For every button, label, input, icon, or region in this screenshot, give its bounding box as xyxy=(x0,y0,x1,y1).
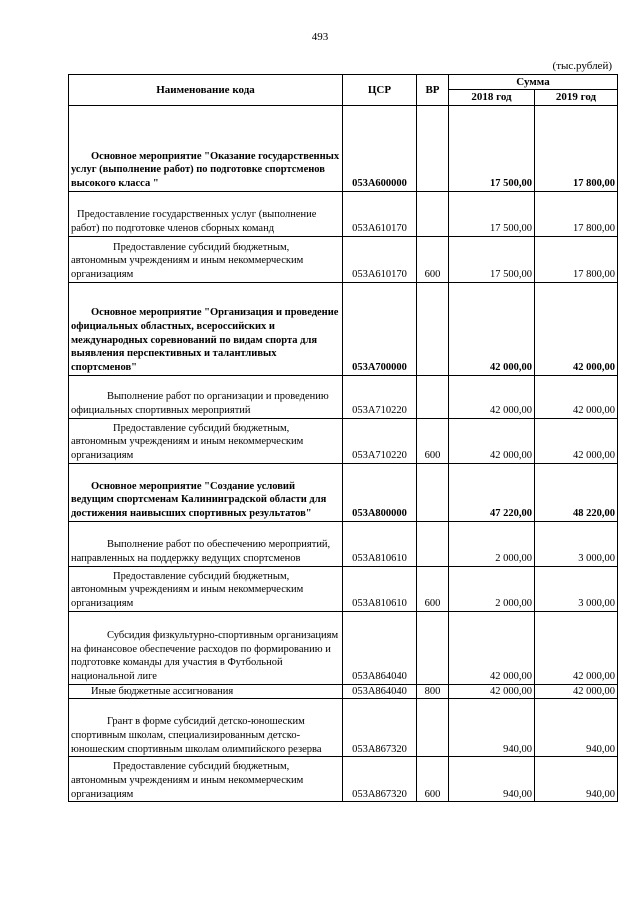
row-sum-2019: 3 000,00 xyxy=(535,521,618,566)
header-csr: ЦСР xyxy=(343,75,417,106)
row-sum-2018: 17 500,00 xyxy=(449,105,535,191)
row-name: Основное мероприятие "Оказание государственных услуг (выполнение работ) по подготовке спортсменов высокого класса " xyxy=(69,105,343,191)
row-name: Субсидия физкультурно-спортивным организациям на финансовое обеспечение расходов по формированию и подготовке команды для участия в Футбольной национальной лиге xyxy=(69,611,343,684)
row-csr: 053А810610 xyxy=(343,521,417,566)
row-sum-2018: 940,00 xyxy=(449,757,535,802)
table-row xyxy=(69,757,618,802)
row-csr: 053А810610 xyxy=(343,566,417,611)
row-sum-2019: 3 000,00 xyxy=(535,566,618,611)
row-name: Иные бюджетные ассигнования xyxy=(69,684,343,699)
row-csr: 053А610170 xyxy=(343,191,417,236)
header-year-2018: 2018 год xyxy=(449,90,535,105)
row-csr: 053А864040 xyxy=(343,611,417,684)
row-sum-2019: 17 800,00 xyxy=(535,105,618,191)
table-row xyxy=(69,418,618,463)
row-sum-2019: 17 800,00 xyxy=(535,236,618,282)
row-csr: 053А867320 xyxy=(343,699,417,757)
header-name: Наименование кода xyxy=(69,75,343,106)
row-sum-2019: 940,00 xyxy=(535,699,618,757)
row-vr xyxy=(417,463,449,521)
row-csr: 053А710220 xyxy=(343,375,417,418)
table-row xyxy=(69,191,618,236)
row-vr: 600 xyxy=(417,566,449,611)
header-sum: Сумма xyxy=(449,75,618,90)
row-sum-2018: 42 000,00 xyxy=(449,282,535,375)
row-vr xyxy=(417,105,449,191)
row-vr xyxy=(417,611,449,684)
row-sum-2019: 42 000,00 xyxy=(535,282,618,375)
row-vr xyxy=(417,191,449,236)
row-sum-2018: 2 000,00 xyxy=(449,521,535,566)
row-sum-2018: 17 500,00 xyxy=(449,191,535,236)
row-name: Предоставление субсидий бюджетным, автономным учреждениям и иным некоммерческим организациям xyxy=(69,236,343,282)
row-sum-2019: 42 000,00 xyxy=(535,611,618,684)
row-sum-2018: 940,00 xyxy=(449,699,535,757)
table-row xyxy=(69,684,618,699)
row-vr: 600 xyxy=(417,236,449,282)
row-sum-2019: 940,00 xyxy=(535,757,618,802)
row-name: Предоставление субсидий бюджетным, автономным учреждениям и иным некоммерческим организациям xyxy=(69,418,343,463)
row-name: Основное мероприятие "Создание условий ведущим спортсменам Калининградской области для достижения наивысших спортивных результатов" xyxy=(69,463,343,521)
row-sum-2019: 42 000,00 xyxy=(535,684,618,699)
row-sum-2019: 17 800,00 xyxy=(535,191,618,236)
row-name: Выполнение работ по обеспечению мероприятий, направленных на поддержку ведущих спортсменов xyxy=(69,521,343,566)
row-vr xyxy=(417,521,449,566)
row-sum-2018: 47 220,00 xyxy=(449,463,535,521)
row-sum-2018: 42 000,00 xyxy=(449,375,535,418)
units-label: (тыс.рублей) xyxy=(552,60,612,72)
row-csr: 053А610170 xyxy=(343,236,417,282)
row-vr: 600 xyxy=(417,418,449,463)
table-row xyxy=(69,282,618,375)
row-sum-2018: 42 000,00 xyxy=(449,611,535,684)
row-sum-2018: 42 000,00 xyxy=(449,684,535,699)
table-row xyxy=(69,236,618,282)
row-sum-2018: 42 000,00 xyxy=(449,418,535,463)
table-row xyxy=(69,611,618,684)
row-csr: 053А867320 xyxy=(343,757,417,802)
table-row xyxy=(69,699,618,757)
row-csr: 053А710220 xyxy=(343,418,417,463)
table-row xyxy=(69,521,618,566)
table-row xyxy=(69,566,618,611)
row-vr: 800 xyxy=(417,684,449,699)
row-sum-2019: 48 220,00 xyxy=(535,463,618,521)
row-csr: 053А800000 xyxy=(343,463,417,521)
table-row xyxy=(69,463,618,521)
row-name: Предоставление субсидий бюджетным, автономным учреждениям и иным некоммерческим организациям xyxy=(69,757,343,802)
row-vr xyxy=(417,282,449,375)
row-name: Грант в форме субсидий детско-юношеским спортивным школам, специализированным детско-юношеским спортивным школам олимпийского резерва xyxy=(69,699,343,757)
page-number: 493 xyxy=(311,31,329,43)
row-sum-2018: 2 000,00 xyxy=(449,566,535,611)
row-name: Предоставление государственных услуг (выполнение работ) по подготовке членов сборных команд xyxy=(69,191,343,236)
table-row xyxy=(69,105,618,191)
row-sum-2019: 42 000,00 xyxy=(535,375,618,418)
header-vr: ВР xyxy=(417,75,449,106)
budget-table xyxy=(68,74,618,802)
row-name: Предоставление субсидий бюджетным, автономным учреждениям и иным некоммерческим организациям xyxy=(69,566,343,611)
table-row xyxy=(69,375,618,418)
row-csr: 053А700000 xyxy=(343,282,417,375)
row-csr: 053А600000 xyxy=(343,105,417,191)
row-vr: 600 xyxy=(417,757,449,802)
header-year-2019: 2019 год xyxy=(535,90,618,105)
row-csr: 053А864040 xyxy=(343,684,417,699)
row-vr xyxy=(417,375,449,418)
row-name: Выполнение работ по организации и проведению официальных спортивных мероприятий xyxy=(69,375,343,418)
row-vr xyxy=(417,699,449,757)
row-name: Основное мероприятие "Организация и проведение официальных областных, всероссийских и международных соревнований по видам спорта для выявления перспективных и талантливых спортсменов" xyxy=(69,282,343,375)
row-sum-2018: 17 500,00 xyxy=(449,236,535,282)
row-sum-2019: 42 000,00 xyxy=(535,418,618,463)
